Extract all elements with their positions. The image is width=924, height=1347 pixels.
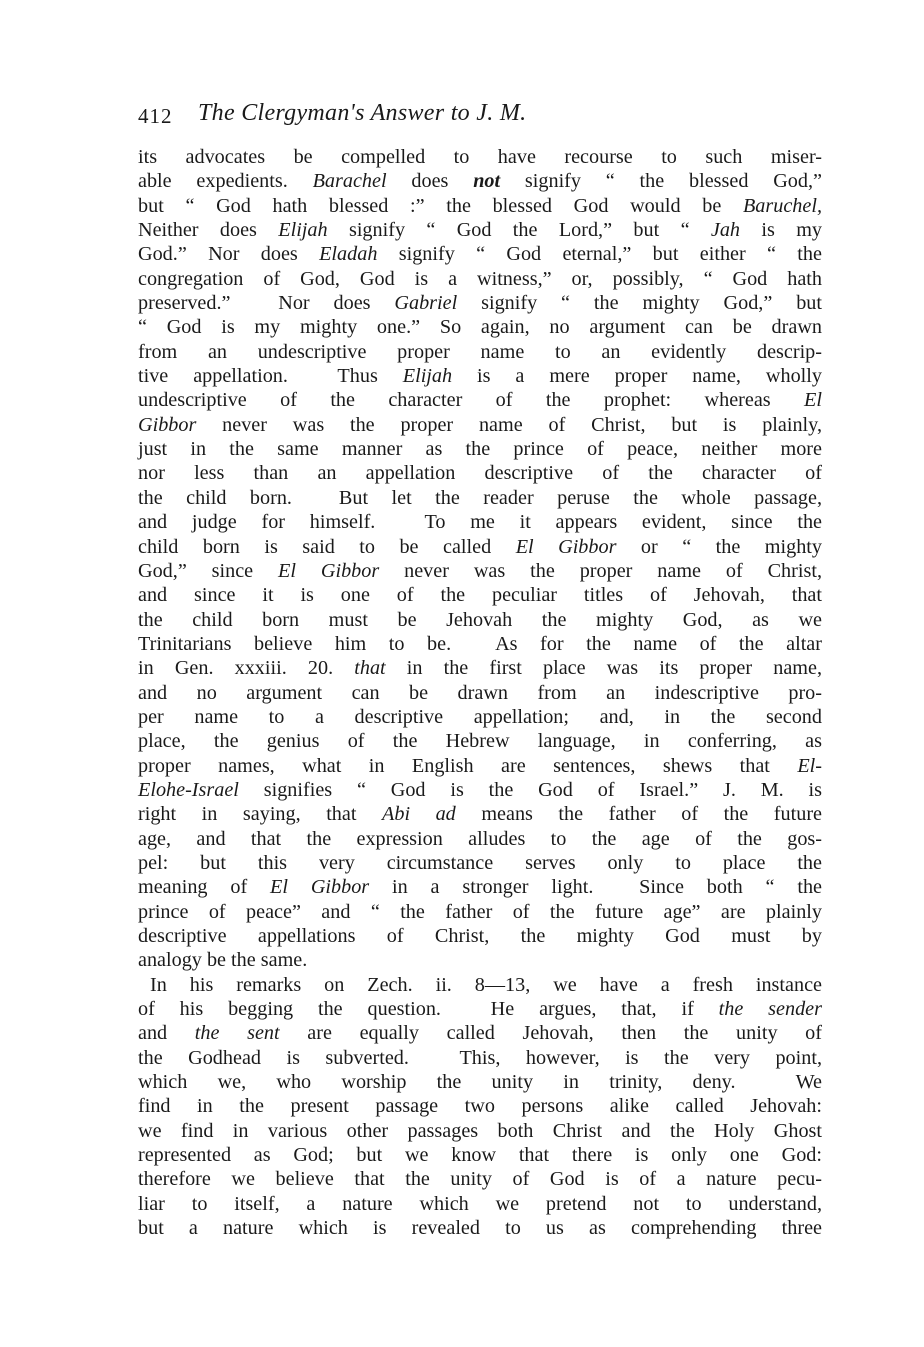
emphasized-text: Barachel (312, 170, 387, 193)
text-run: are equally called Jehovah, then the unity of (279, 1022, 823, 1045)
text-run: which we, who worship the unity in trinity, deny. We (138, 1071, 822, 1094)
text-run: signify “ the mighty God,” but (457, 292, 822, 315)
text-run: congregation of God, God is a witness,” or, possibly, “ God hath (138, 267, 822, 290)
text-run: find in the present passage two persons alike called Jehovah: (138, 1095, 822, 1118)
text-run: and no argument can be drawn from an indescriptive pro- (138, 681, 822, 704)
text-run: the child born must be Jehovah the mighty God, as we (138, 608, 822, 631)
emphasized-text: Eladah (319, 243, 378, 266)
emphasized-text: the sender (718, 998, 822, 1021)
text-run: nor less than an appellation descriptive of the character of (138, 462, 822, 485)
text-line (138, 1143, 822, 1167)
text-line (138, 924, 822, 948)
text-run: pel: but this very circumstance serves only to place the (138, 851, 822, 874)
text-line (138, 1070, 822, 1094)
text-run: and since it is one of the peculiar titles of Jehovah, that (138, 584, 822, 607)
text-run: of his begging the question. He argues, that, if (138, 998, 719, 1021)
body-text (138, 145, 822, 1240)
text-run: from an undescriptive proper name to an evidently descrip- (138, 340, 822, 363)
emphasized-text: not (473, 170, 501, 193)
text-run: prince of peace” and “ the father of the future age” are plainly (138, 900, 822, 923)
text-line (138, 778, 822, 802)
running-title: The Clergyman's Answer to J. M. (198, 100, 527, 126)
text-line (138, 437, 822, 461)
text-run: age, and that the expression alludes to the age of the gos- (138, 827, 822, 850)
text-line (138, 754, 822, 778)
text-line (138, 194, 822, 218)
text-line (138, 802, 822, 826)
text-run: but “ God hath blessed :” the blessed God would be (138, 194, 743, 217)
text-run: in the first place was its proper name, (385, 657, 822, 680)
emphasized-text: El Gibbor (278, 559, 380, 582)
emphasized-text: El (804, 389, 822, 412)
emphasized-text: Elohe-Israel (138, 778, 239, 801)
emphasized-text: El- (797, 754, 822, 777)
text-line (138, 729, 822, 753)
text-line (138, 632, 822, 656)
emphasized-text: Gibbor (138, 413, 197, 436)
text-run: descriptive appellations of Christ, the mighty God must by (138, 925, 822, 947)
text-line (138, 1119, 822, 1143)
text-line (138, 535, 822, 559)
text-run: represented as God; but we know that there is only one God: (138, 1144, 822, 1167)
text-line (138, 169, 822, 193)
text-line (138, 1094, 822, 1118)
text-run: never was the proper name of Christ, (379, 559, 822, 582)
text-line (138, 1167, 822, 1191)
emphasized-text: Elijah (402, 365, 453, 388)
text-line (138, 997, 822, 1021)
text-run: signify “ God eternal,” but either “ the (377, 243, 822, 266)
text-run: God.” Nor does (138, 243, 320, 266)
text-run: never was the proper name of Christ, but is plainly, (196, 413, 822, 436)
text-line (138, 875, 822, 899)
text-run: place, the genius of the Hebrew language, in conferring, as (138, 730, 822, 753)
text-line (138, 973, 822, 997)
text-run: and judge for himself. To me it appears evident, since the (138, 511, 822, 534)
text-line (138, 656, 822, 680)
text-line (138, 583, 822, 607)
text-run: signifies “ God is the God of Israel.” J. M. is (238, 778, 822, 801)
text-line (138, 413, 822, 437)
text-run: the Godhead is subverted. This, however, is the very point, (138, 1046, 822, 1069)
text-line (138, 291, 822, 315)
emphasized-text: Elijah (278, 219, 328, 242)
text-line (138, 388, 822, 412)
text-run: In his remarks on Zech. ii. 8—13, we have a fresh instance (150, 973, 822, 996)
text-run: therefore we believe that the unity of God is of a nature pecu- (138, 1168, 822, 1191)
text-run: means the father of the future (455, 803, 822, 826)
emphasized-text: Abi ad (382, 803, 456, 826)
text-run: the child born. But let the reader peruse the whole passage, (138, 486, 822, 509)
emphasized-text: El Gibbor (515, 535, 617, 558)
emphasized-text: that (354, 657, 386, 680)
emphasized-text: Gabriel (394, 292, 458, 315)
text-line (138, 948, 822, 972)
text-run: and (138, 1022, 195, 1045)
text-run: undescriptive of the character of the prophet: whereas (138, 389, 805, 412)
text-line (138, 851, 822, 875)
text-line (138, 510, 822, 534)
emphasized-text: El Gibbor (270, 876, 370, 899)
text-run: “ God is my mighty one.” So again, no argument can be drawn (138, 316, 822, 339)
text-line (138, 681, 822, 705)
text-run: does (386, 170, 474, 193)
text-run: tive appellation. Thus (138, 365, 403, 388)
text-line (138, 559, 822, 583)
text-line (138, 900, 822, 924)
text-line (138, 1216, 822, 1240)
emphasized-text: Baruchel, (742, 194, 822, 217)
running-head (138, 100, 822, 136)
text-line (138, 315, 822, 339)
emphasized-text: the sent (194, 1022, 280, 1045)
text-run: analogy be the same. (138, 949, 308, 972)
text-line (138, 1192, 822, 1216)
text-line (138, 145, 822, 169)
text-run: liar to itself, a nature which we pretend not to understand, (138, 1192, 822, 1215)
text-run: in a stronger light. Since both “ the (369, 876, 822, 899)
text-line (138, 827, 822, 851)
text-run: just in the same manner as the prince of peace, neither more (138, 438, 822, 461)
text-run: meaning of (138, 876, 271, 899)
text-run: is my (740, 219, 822, 242)
text-line (138, 705, 822, 729)
text-line (138, 218, 822, 242)
text-run: proper names, what in English are sentences, shews that (138, 754, 798, 777)
text-run: in Gen. xxxiii. 20. (138, 657, 355, 680)
text-run: signify “ God the Lord,” but “ (327, 219, 711, 242)
text-run: Trinitarians believe him to be. As for the name of the altar (138, 632, 822, 655)
text-run: is a mere proper name, wholly (452, 365, 822, 388)
text-line (138, 267, 822, 291)
text-line (138, 242, 822, 266)
text-run: God,” since (138, 559, 279, 582)
text-run: its advocates be compelled to have recourse to such miser- (138, 146, 822, 168)
text-line (138, 1046, 822, 1070)
text-line (138, 461, 822, 485)
text-line (138, 608, 822, 632)
text-line (138, 340, 822, 364)
text-run: we find in various other passages both Christ and the Holy Ghost (138, 1119, 822, 1142)
text-run: or “ the mighty (616, 535, 823, 558)
page-number: 412 (138, 104, 173, 128)
text-run: able expedients. (138, 170, 313, 193)
text-line (138, 364, 822, 388)
text-run: Neither does (138, 219, 279, 242)
book-page (138, 100, 822, 1240)
text-run: per name to a descriptive appellation; and, in the second (138, 705, 822, 728)
emphasized-text: Jah (710, 219, 741, 242)
text-line (138, 1021, 822, 1045)
text-run: preserved.” Nor does (138, 292, 395, 315)
text-line (138, 486, 822, 510)
text-run: child born is said to be called (138, 535, 516, 558)
text-run: but a nature which is revealed to us as comprehending three (138, 1217, 822, 1240)
text-run: signify “ the blessed God,” (500, 170, 822, 193)
text-run: right in saying, that (138, 803, 383, 826)
